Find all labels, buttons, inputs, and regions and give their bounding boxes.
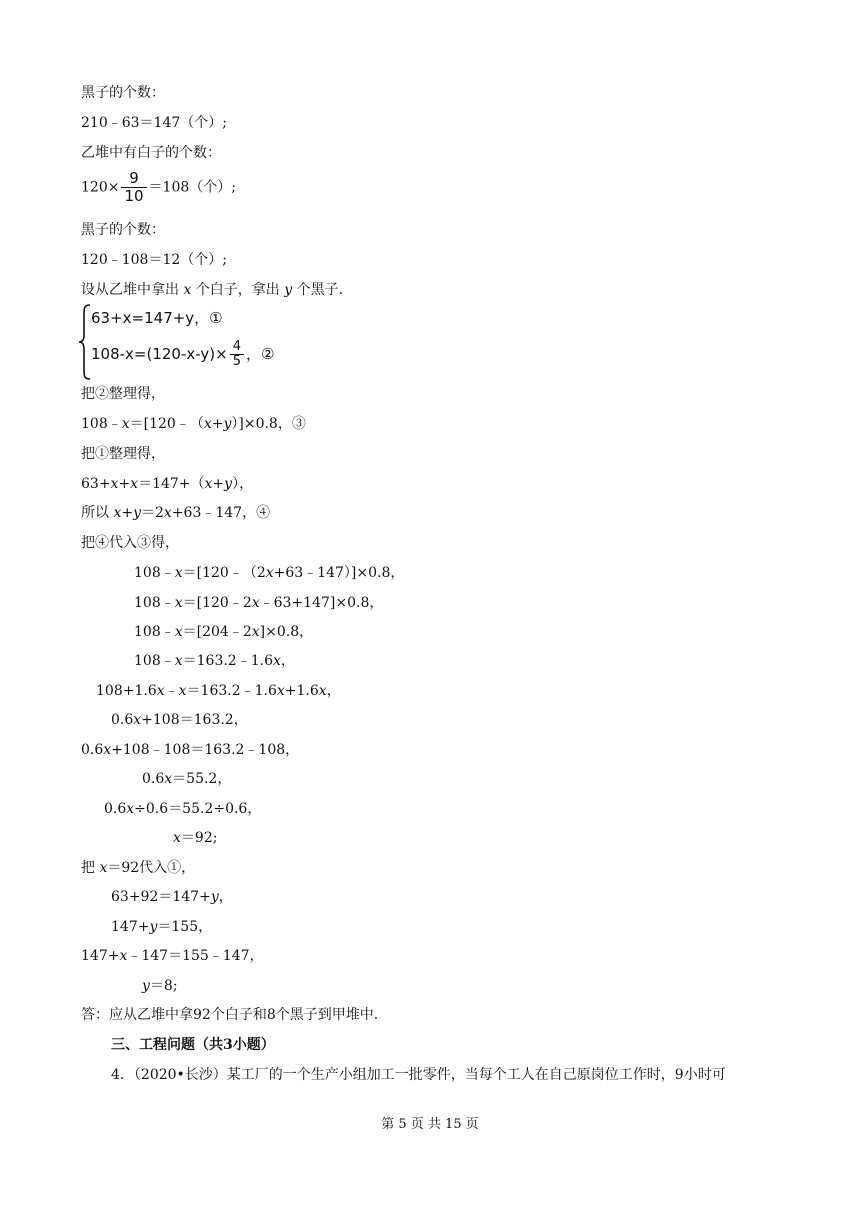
answer-line: 答：应从乙堆中拿92个白子和8个黑子到甲堆中. [81,1007,379,1023]
text-segment: 108﹣ [134,653,175,669]
fraction-denominator: 5 [232,354,241,369]
variable: x+x [110,476,139,492]
text-segment: 108﹣ [134,624,175,640]
text-segment: +1.6 [284,683,319,699]
fraction-numerator: 9 [121,170,146,188]
variable: x [318,683,327,699]
text-line: 乙堆中有白子的个数： [81,145,221,161]
text-line [81,859,195,877]
equation-line [173,829,217,847]
text-segment: 把 [81,860,95,876]
fraction [121,170,146,205]
variable: y [149,919,158,935]
text-segment: 设从乙堆中拿出 [81,282,179,298]
text-line [81,504,270,522]
variable: x [265,565,274,581]
text-segment: ）]×0.8，③ [231,416,306,432]
text-segment: ＝[120﹣2 [182,595,252,611]
variable: x [103,742,112,758]
text-line: 120﹣108＝12（个）; [81,252,227,268]
equation-line [142,977,178,995]
text-segment: 0.6 [104,801,127,817]
text-segment: ÷0.6＝55.2÷0.6， [134,801,262,817]
text-line: 黑子的个数： [81,222,165,238]
text-segment: 108-x=(120-x-y)× [91,345,228,363]
text-segment: 108﹣ [134,565,175,581]
variable: x [133,712,142,728]
text-segment: ＝[120﹣（ [129,416,204,432]
text-segment: 0.6 [81,742,104,758]
text-segment: +108﹣108＝163.2﹣108， [111,742,300,758]
equation-line [81,947,264,965]
variable: x [251,595,260,611]
text-segment: 147+ [81,948,120,964]
text-segment: ﹣147＝155﹣147， [127,948,264,964]
left-brace-icon [78,303,92,381]
text-segment: ＝163.2﹣1.6 [186,683,277,699]
text-segment: 120× [81,179,120,196]
variable: y [210,889,219,905]
text-segment: ＝2 [141,505,164,521]
page-footer: 第 5 页 共 15 页 [381,1117,479,1132]
text-segment: ﹣63+147]×0.8， [259,595,384,611]
equation-line [134,623,313,641]
text-segment: 63+92＝147+ [111,889,211,905]
text-segment: 个黑子. [296,282,344,298]
text-segment: ）， [232,476,254,492]
variable: x [164,771,173,787]
variable: x [173,830,181,846]
text-segment: 147+ [111,919,150,935]
variable: x [272,653,281,669]
equation-line [111,888,233,906]
text-segment: ＝55.2， [172,771,232,787]
system-equation-2 [91,340,274,369]
text-line: 把④代入③得， [81,535,179,551]
variable: x+y [204,476,233,492]
text-segment: ＝163.2﹣1.6 [182,653,273,669]
text-line: 210﹣63＝147（个）; [81,115,227,131]
text-line: 把②整理得， [81,386,165,402]
equation-system-image [78,303,338,383]
system-equation-1: 63+x=147+y，① [91,309,223,327]
text-segment: ＝92代入①， [107,860,196,876]
variable: x [174,653,183,669]
text-line: 把①整理得， [81,446,165,462]
text-segment: 108﹣ [134,595,175,611]
section-heading: 三、工程问题（共3小题） [111,1037,275,1053]
variable: x [276,683,285,699]
text-segment: ， [326,683,341,699]
text-segment: 0.6 [111,712,134,728]
text-segment: ]×0.8， [259,624,314,640]
equation-line [111,711,248,729]
equation-line [134,594,383,612]
variable: x [174,624,183,640]
text-segment: +63﹣147）]×0.8， [273,565,405,581]
text-segment: ， [280,653,295,669]
variable: x [251,624,260,640]
variable: y [142,978,150,994]
text-segment: ＝155， [157,919,213,935]
fraction-denominator: 10 [124,187,144,205]
text-segment: ﹣ [164,683,179,699]
text-segment: 63+ [81,476,111,492]
variable: x+y [113,505,141,521]
fraction-numerator: 4 [230,340,244,355]
text-segment: ＝8; [149,978,178,994]
text-line [81,281,343,299]
variable: x [156,683,165,699]
variable: x [99,860,108,876]
text-segment: 108+1.6 [96,683,157,699]
text-line: 黑子的个数： [81,85,165,101]
equation-line [111,918,212,936]
text-segment: 108﹣ [81,416,122,432]
variable: y [284,282,293,298]
text-segment: 0.6 [142,771,165,787]
equation-line [104,800,261,818]
text-segment: ＝108（个）; [148,179,236,196]
variable: x [183,282,192,298]
equation-line [142,770,231,788]
equation-line [96,682,341,700]
variable: x [174,595,183,611]
variable: x [178,683,187,699]
text-segment: 个白子，拿出 [195,282,280,298]
text-segment: ， [218,889,233,905]
text-line [81,475,253,493]
text-segment: ，② [246,345,275,363]
variable: x [174,565,183,581]
text-segment: ＝147+（ [138,476,205,492]
text-line [81,415,306,433]
equation-line [81,170,236,205]
variable: x+y [203,416,232,432]
variable: x [121,416,130,432]
text-segment: +63﹣147，④ [171,505,271,521]
question-text: 4．（2020•长沙）某工厂的一个生产小组加工一批零件，当每个工人在自己原岗位工作时，9小时可 [111,1067,726,1083]
fraction [230,340,244,369]
equation-line [81,741,299,759]
text-segment: ＝92; [180,830,218,846]
equation-line [134,564,404,582]
variable: x [119,948,128,964]
text-segment: +108＝163.2， [141,712,248,728]
text-segment: ＝[120﹣（2 [182,565,266,581]
text-segment: 所以 [81,505,109,521]
variable: x [126,801,135,817]
variable: x [163,505,172,521]
equation-line [134,652,295,670]
text-segment: ＝[204﹣2 [182,624,252,640]
